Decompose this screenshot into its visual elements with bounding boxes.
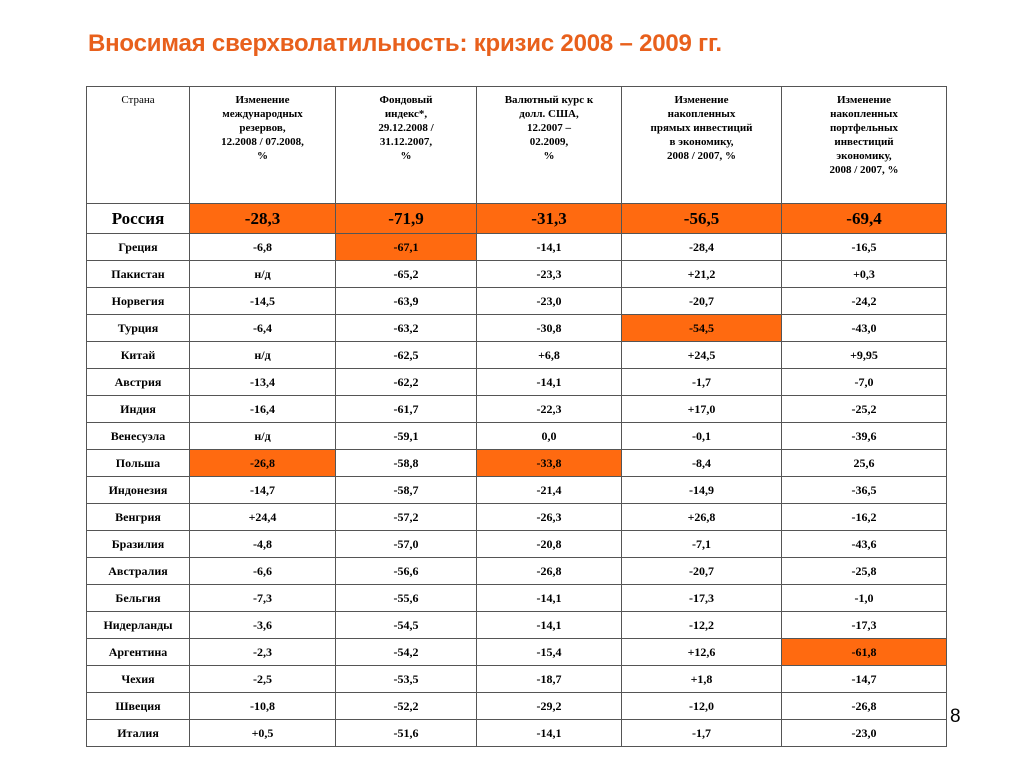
value-cell: -28,4 xyxy=(622,234,782,261)
table-row xyxy=(87,315,947,342)
value-cell: н/д xyxy=(190,261,336,288)
value-cell: -29,2 xyxy=(477,693,622,720)
value-cell: -2,3 xyxy=(190,639,336,666)
value-cell: -14,7 xyxy=(190,477,336,504)
value-cell: -53,5 xyxy=(336,666,477,693)
country-cell: Пакистан xyxy=(87,261,190,288)
value-cell: -7,1 xyxy=(622,531,782,558)
value-cell: -14,1 xyxy=(477,585,622,612)
table-row xyxy=(87,477,947,504)
value-cell: -12,2 xyxy=(622,612,782,639)
country-cell: Турция xyxy=(87,315,190,342)
value-cell: -24,2 xyxy=(782,288,947,315)
header-direct-investment: Изменение накопленных прямых инвестиций в экономику, 2008 / 2007, % xyxy=(622,87,782,204)
value-cell: -15,4 xyxy=(477,639,622,666)
value-cell: -20,8 xyxy=(477,531,622,558)
table-row xyxy=(87,558,947,585)
value-cell: -23,0 xyxy=(782,720,947,747)
country-cell: Польша xyxy=(87,450,190,477)
table-row xyxy=(87,504,947,531)
value-cell: +17,0 xyxy=(622,396,782,423)
value-cell: -10,8 xyxy=(190,693,336,720)
value-cell: -59,1 xyxy=(336,423,477,450)
value-cell: -28,3 xyxy=(190,204,336,234)
country-cell: Нидерланды xyxy=(87,612,190,639)
value-cell: -8,4 xyxy=(622,450,782,477)
value-cell: 25,6 xyxy=(782,450,947,477)
value-cell: -39,6 xyxy=(782,423,947,450)
header-country: Страна xyxy=(87,87,190,204)
country-cell: Индонезия xyxy=(87,477,190,504)
value-cell: -17,3 xyxy=(622,585,782,612)
slide-title: Вносимая сверхволатильность: кризис 2008 – 2009 гг. xyxy=(88,30,722,57)
value-cell: -14,1 xyxy=(477,234,622,261)
table-row xyxy=(87,720,947,747)
value-cell: -43,0 xyxy=(782,315,947,342)
value-cell: +24,5 xyxy=(622,342,782,369)
value-cell: -26,8 xyxy=(190,450,336,477)
country-cell: Австрия xyxy=(87,369,190,396)
value-cell: н/д xyxy=(190,342,336,369)
table-row xyxy=(87,639,947,666)
value-cell: +0,5 xyxy=(190,720,336,747)
country-cell: Индия xyxy=(87,396,190,423)
value-cell: +1,8 xyxy=(622,666,782,693)
value-cell: -62,2 xyxy=(336,369,477,396)
value-cell: -14,1 xyxy=(477,369,622,396)
country-cell: Бразилия xyxy=(87,531,190,558)
header-reserves: Изменение международных резервов, 12.2008 / 07.2008, % xyxy=(190,87,336,204)
country-cell: Бельгия xyxy=(87,585,190,612)
page-number: 8 xyxy=(950,706,961,727)
value-cell: -21,4 xyxy=(477,477,622,504)
value-cell: +26,8 xyxy=(622,504,782,531)
value-cell: -67,1 xyxy=(336,234,477,261)
value-cell: -58,7 xyxy=(336,477,477,504)
value-cell: -14,5 xyxy=(190,288,336,315)
table-row xyxy=(87,369,947,396)
value-cell: -33,8 xyxy=(477,450,622,477)
table-row xyxy=(87,261,947,288)
value-cell: -54,5 xyxy=(336,612,477,639)
header-stock-index: Фондовый индекс*, 29.12.2008 / 31.12.2007, % xyxy=(336,87,477,204)
value-cell: 0,0 xyxy=(477,423,622,450)
value-cell: -55,6 xyxy=(336,585,477,612)
value-cell: -6,8 xyxy=(190,234,336,261)
table-body xyxy=(87,204,947,747)
table-row xyxy=(87,531,947,558)
value-cell: +6,8 xyxy=(477,342,622,369)
value-cell: -52,2 xyxy=(336,693,477,720)
value-cell: -16,2 xyxy=(782,504,947,531)
value-cell: -56,6 xyxy=(336,558,477,585)
value-cell: -61,7 xyxy=(336,396,477,423)
value-cell: -12,0 xyxy=(622,693,782,720)
value-cell: -14,1 xyxy=(477,612,622,639)
table-row xyxy=(87,585,947,612)
value-cell: -62,5 xyxy=(336,342,477,369)
value-cell: +0,3 xyxy=(782,261,947,288)
country-cell: Чехия xyxy=(87,666,190,693)
country-cell: Аргентина xyxy=(87,639,190,666)
value-cell: -43,6 xyxy=(782,531,947,558)
value-cell: -30,8 xyxy=(477,315,622,342)
table-row xyxy=(87,423,947,450)
value-cell: -36,5 xyxy=(782,477,947,504)
table-row xyxy=(87,612,947,639)
value-cell: -63,9 xyxy=(336,288,477,315)
value-cell: -26,3 xyxy=(477,504,622,531)
value-cell: -22,3 xyxy=(477,396,622,423)
value-cell: -14,7 xyxy=(782,666,947,693)
value-cell: -54,2 xyxy=(336,639,477,666)
value-cell: -3,6 xyxy=(190,612,336,639)
value-cell: -7,3 xyxy=(190,585,336,612)
value-cell: -69,4 xyxy=(782,204,947,234)
value-cell: -31,3 xyxy=(477,204,622,234)
value-cell: -65,2 xyxy=(336,261,477,288)
value-cell: -71,9 xyxy=(336,204,477,234)
value-cell: н/д xyxy=(190,423,336,450)
value-cell: -7,0 xyxy=(782,369,947,396)
country-cell: Греция xyxy=(87,234,190,261)
value-cell: -20,7 xyxy=(622,288,782,315)
value-cell: -58,8 xyxy=(336,450,477,477)
value-cell: -1,0 xyxy=(782,585,947,612)
value-cell: -26,8 xyxy=(477,558,622,585)
value-cell: -14,1 xyxy=(477,720,622,747)
country-cell: Венгрия xyxy=(87,504,190,531)
value-cell: +21,2 xyxy=(622,261,782,288)
table-row xyxy=(87,693,947,720)
country-cell: Швеция xyxy=(87,693,190,720)
value-cell: -23,0 xyxy=(477,288,622,315)
value-cell: -4,8 xyxy=(190,531,336,558)
value-cell: -1,7 xyxy=(622,720,782,747)
table-row xyxy=(87,342,947,369)
value-cell: -17,3 xyxy=(782,612,947,639)
value-cell: -56,5 xyxy=(622,204,782,234)
value-cell: -18,7 xyxy=(477,666,622,693)
table-row xyxy=(87,450,947,477)
country-cell: Китай xyxy=(87,342,190,369)
value-cell: -6,4 xyxy=(190,315,336,342)
value-cell: +24,4 xyxy=(190,504,336,531)
country-cell: Венесуэла xyxy=(87,423,190,450)
table-row xyxy=(87,234,947,261)
table-row xyxy=(87,666,947,693)
value-cell: -16,4 xyxy=(190,396,336,423)
value-cell: -1,7 xyxy=(622,369,782,396)
value-cell: -16,5 xyxy=(782,234,947,261)
value-cell: -54,5 xyxy=(622,315,782,342)
table-row xyxy=(87,396,947,423)
value-cell: -63,2 xyxy=(336,315,477,342)
value-cell: -2,5 xyxy=(190,666,336,693)
header-exchange-rate: Валютный курс к долл. США, 12.2007 – 02.2009, % xyxy=(477,87,622,204)
value-cell: -26,8 xyxy=(782,693,947,720)
value-cell: -25,8 xyxy=(782,558,947,585)
table-row xyxy=(87,288,947,315)
value-cell: -0,1 xyxy=(622,423,782,450)
table-row xyxy=(87,204,947,234)
value-cell: -57,0 xyxy=(336,531,477,558)
value-cell: -25,2 xyxy=(782,396,947,423)
value-cell: -51,6 xyxy=(336,720,477,747)
value-cell: +12,6 xyxy=(622,639,782,666)
value-cell: -23,3 xyxy=(477,261,622,288)
table-header-row xyxy=(87,87,947,204)
value-cell: -61,8 xyxy=(782,639,947,666)
value-cell: -57,2 xyxy=(336,504,477,531)
country-cell: Норвегия xyxy=(87,288,190,315)
value-cell: -20,7 xyxy=(622,558,782,585)
value-cell: -6,6 xyxy=(190,558,336,585)
value-cell: -14,9 xyxy=(622,477,782,504)
value-cell: +9,95 xyxy=(782,342,947,369)
country-cell: Австралия xyxy=(87,558,190,585)
country-cell: Италия xyxy=(87,720,190,747)
country-cell: Россия xyxy=(87,204,190,234)
value-cell: -13,4 xyxy=(190,369,336,396)
volatility-table xyxy=(86,86,947,747)
header-portfolio-investment: Изменение накопленных портфельных инвестиций экономику, 2008 / 2007, % xyxy=(782,87,947,204)
